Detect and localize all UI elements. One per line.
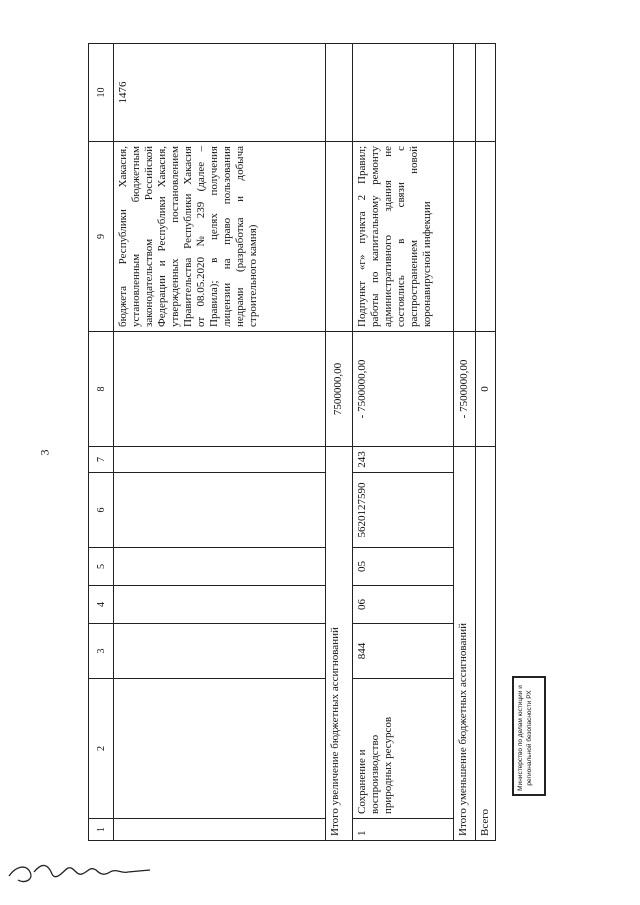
row-name: Сохранение и воспроизводство природных ресурсов — [352, 679, 453, 819]
col-header-8: 8 — [89, 332, 114, 447]
table-row — [352, 44, 453, 841]
total-increase-row — [326, 44, 352, 841]
registration-stamp — [512, 676, 546, 796]
total-decrease-row — [453, 44, 475, 841]
col-header-9: 9 — [89, 142, 114, 332]
row-amount: - 7500000,00 — [352, 332, 453, 447]
row-code-3: 844 — [352, 624, 453, 679]
total-decrease-label: Итого уменьшение бюджетных ассигнований — [453, 447, 475, 841]
row-reason: Подпункт «г» пункта 2 Правил; работы по капитальному ремонту административного здания не состоялись в связи с распространением новой коронавирусной инфекции — [352, 142, 453, 332]
col-header-2: 2 — [89, 679, 114, 819]
row-code-6: 5620127590 — [352, 473, 453, 548]
table-row-continued — [114, 44, 326, 841]
col-header-7: 7 — [89, 447, 114, 473]
amount-cell-continued: 1476 — [114, 44, 326, 142]
row-code-4: 06 — [352, 586, 453, 624]
row-code-5: 05 — [352, 548, 453, 586]
total-decrease-amount: - 7500000,00 — [453, 332, 475, 447]
col-header-1: 1 — [89, 819, 114, 841]
total-all-label: Всего — [475, 447, 495, 841]
stamp-text: Министерство по делам юстиции и региональной безопасности РХ — [517, 685, 533, 791]
handwritten-signature — [4, 852, 154, 892]
header-row — [89, 44, 114, 841]
total-increase-amount: 7500000,00 — [326, 332, 352, 447]
page-number: 3 — [37, 449, 52, 456]
reason-cell-continued: бюджета Республики Хакасия, установленным бюджетным законодательством Российской Федерации и Республики Хакасия, утвержденных постановлением Правительства Республики Хакасия от 08.05.2020 № 239 (далее – Правила); в целях получения лицензии на право пользования недрами (разработка и добыча строительного камня) — [114, 142, 326, 332]
row-number: 1 — [352, 819, 453, 841]
budget-table-container — [88, 44, 496, 841]
col-header-4: 4 — [89, 586, 114, 624]
col-header-3: 3 — [89, 624, 114, 679]
total-all-row — [475, 44, 495, 841]
total-all-amount: 0 — [475, 332, 495, 447]
budget-table — [88, 43, 496, 841]
total-increase-label: Итого увеличение бюджетных ассигнований — [326, 447, 352, 841]
col-header-10: 10 — [89, 44, 114, 142]
col-header-5: 5 — [89, 548, 114, 586]
col-header-6: 6 — [89, 473, 114, 548]
row-code-7: 243 — [352, 447, 453, 473]
